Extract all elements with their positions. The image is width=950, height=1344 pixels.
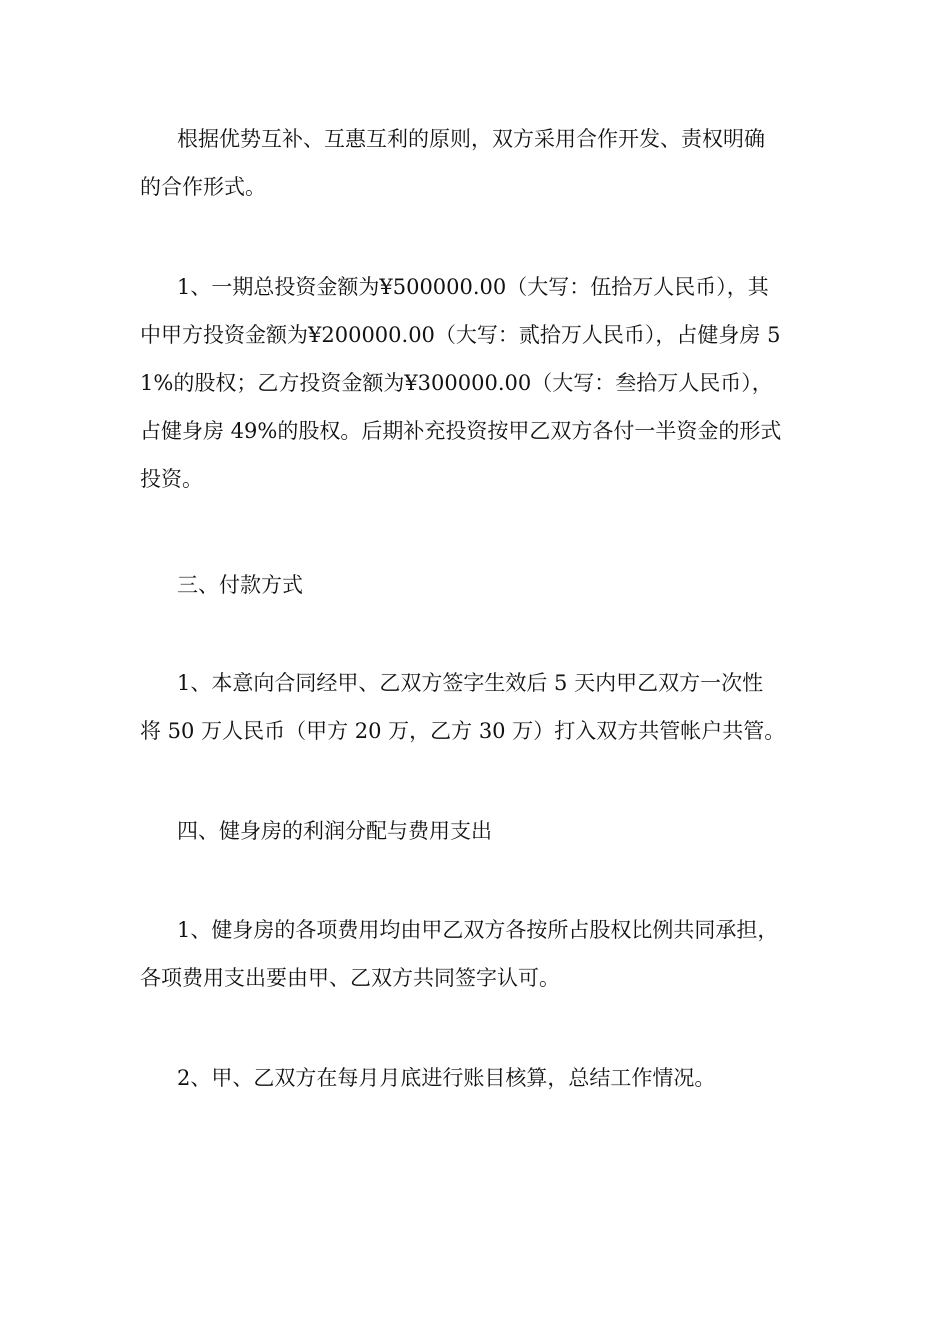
- text-line: 三、付款方式: [177, 573, 303, 597]
- text-line: 1%的股权；乙方投资金额为¥300000.00（大写：叁拾万人民币），: [140, 371, 773, 395]
- text-line: 将 50 万人民币（甲方 20 万，乙方 30 万）打入双方共管帐户共管。: [140, 719, 786, 743]
- text-line: 各项费用支出要由甲、乙双方共同签字认可。: [140, 966, 560, 990]
- section-heading-profit-distribution: [140, 814, 808, 848]
- text-line: 的合作形式。: [140, 175, 266, 199]
- paragraph-monthly-accounting: [140, 1061, 808, 1095]
- text-line: 中甲方投资金额为¥200000.00（大写：贰拾万人民币），占健身房 5: [140, 323, 781, 347]
- text-line: 1、健身房的各项费用均由甲乙双方各按所占股权比例共同承担，: [177, 918, 779, 942]
- text-line: 四、健身房的利润分配与费用支出: [177, 819, 492, 843]
- section-heading-payment-method: [140, 568, 808, 602]
- text-line: 投资。: [140, 467, 203, 491]
- text-line: 根据优势互补、互惠互利的原则，双方采用合作开发、责权明确: [177, 127, 765, 151]
- paragraph-cooperation-principle: [140, 122, 808, 204]
- text-line: 2、甲、乙双方在每月月底进行账目核算，总结工作情况。: [177, 1066, 716, 1090]
- paragraph-payment-terms: [140, 666, 808, 748]
- text-line: 1、本意向合同经甲、乙双方签字生效后 5 天内甲乙双方一次性: [177, 671, 764, 695]
- text-line: 占健身房 49%的股权。后期补充投资按甲乙双方各付一半资金的形式: [140, 419, 782, 443]
- paragraph-expense-sharing: [140, 913, 808, 995]
- paragraph-investment-amount: [140, 270, 808, 496]
- text-line: 1、一期总投资金额为¥500000.00（大写：伍拾万人民币），其: [177, 275, 769, 299]
